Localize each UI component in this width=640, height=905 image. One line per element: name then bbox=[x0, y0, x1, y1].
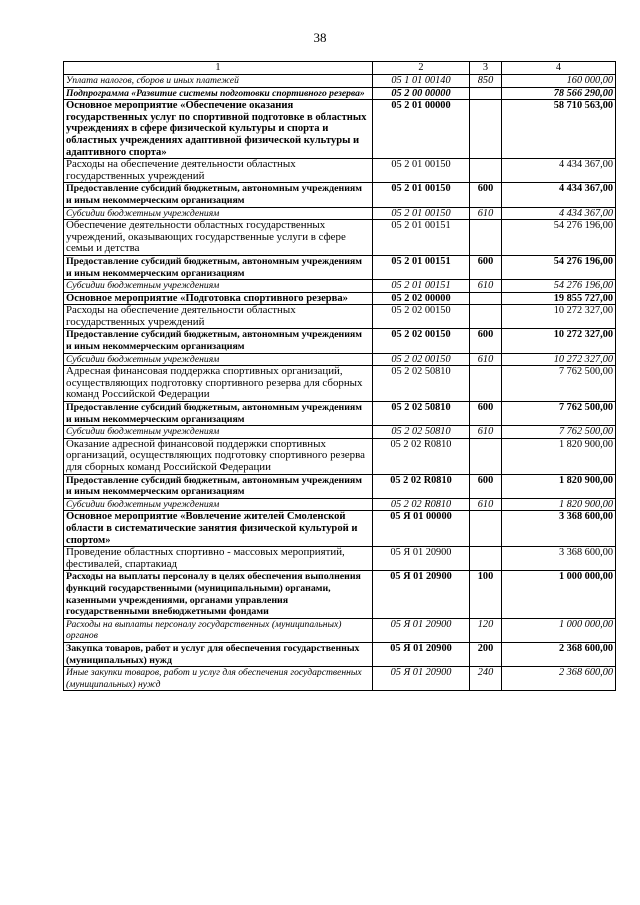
row-expense-type-cell: 120 bbox=[470, 618, 502, 642]
row-sum-cell: 3 368 600,00 bbox=[502, 547, 616, 571]
row-expense-type-cell: 600 bbox=[470, 329, 502, 353]
column-header-sum: 4 bbox=[502, 62, 616, 75]
table-row bbox=[64, 75, 616, 88]
table-row bbox=[64, 87, 616, 100]
row-sum-cell: 2 368 600,00 bbox=[502, 642, 616, 666]
row-sum-cell: 10 272 327,00 bbox=[502, 329, 616, 353]
row-name-cell: Предоставление субсидий бюджетным, автономным учреждениям и иным некоммерческим организациям bbox=[64, 183, 373, 207]
row-name-cell: Закупка товаров, работ и услуг для обеспечения государственных (муниципальных) нужд bbox=[64, 642, 373, 666]
row-code-cell: 05 2 02 00000 bbox=[373, 292, 470, 305]
table-row bbox=[64, 220, 616, 256]
table-row bbox=[64, 329, 616, 353]
table-row bbox=[64, 402, 616, 426]
table-row bbox=[64, 100, 616, 159]
row-code-cell: 05 2 01 00151 bbox=[373, 280, 470, 293]
row-expense-type-cell: 610 bbox=[470, 426, 502, 439]
row-expense-type-cell: 610 bbox=[470, 207, 502, 220]
row-code-cell: 05 2 01 00151 bbox=[373, 255, 470, 279]
row-expense-type-cell: 200 bbox=[470, 642, 502, 666]
table-row bbox=[64, 353, 616, 366]
row-sum-cell: 58 710 563,00 bbox=[502, 100, 616, 159]
row-expense-type-cell bbox=[470, 292, 502, 305]
row-expense-type-cell: 850 bbox=[470, 75, 502, 88]
row-expense-type-cell: 600 bbox=[470, 402, 502, 426]
row-name-cell: Адресная финансовая поддержка спортивных организаций, осуществляющих подготовку спортивного резерва для сборных команд Российской Федерации bbox=[64, 366, 373, 402]
row-expense-type-cell bbox=[470, 100, 502, 159]
row-code-cell: 05 2 02 R0810 bbox=[373, 438, 470, 474]
row-expense-type-cell: 610 bbox=[470, 498, 502, 511]
row-sum-cell: 3 368 600,00 bbox=[502, 511, 616, 547]
row-sum-cell: 10 272 327,00 bbox=[502, 305, 616, 329]
row-code-cell: 05 2 01 00150 bbox=[373, 207, 470, 220]
row-expense-type-cell: 240 bbox=[470, 667, 502, 691]
row-code-cell: 05 2 02 00150 bbox=[373, 329, 470, 353]
table-row bbox=[64, 667, 616, 691]
table-row bbox=[64, 183, 616, 207]
table-row bbox=[64, 292, 616, 305]
row-name-cell: Субсидии бюджетным учреждениям bbox=[64, 207, 373, 220]
row-name-cell: Субсидии бюджетным учреждениям bbox=[64, 280, 373, 293]
row-sum-cell: 10 272 327,00 bbox=[502, 353, 616, 366]
row-code-cell: 05 2 01 00000 bbox=[373, 100, 470, 159]
row-name-cell: Расходы на обеспечение деятельности областных государственных учреждений bbox=[64, 305, 373, 329]
row-sum-cell: 2 368 600,00 bbox=[502, 667, 616, 691]
row-code-cell: 05 Я 01 20900 bbox=[373, 667, 470, 691]
column-header-expense-type: 3 bbox=[470, 62, 502, 75]
row-expense-type-cell: 610 bbox=[470, 280, 502, 293]
row-expense-type-cell bbox=[470, 438, 502, 474]
row-name-cell: Субсидии бюджетным учреждениям bbox=[64, 353, 373, 366]
row-expense-type-cell bbox=[470, 511, 502, 547]
row-name-cell: Предоставление субсидий бюджетным, автономным учреждениям и иным некоммерческим организациям bbox=[64, 329, 373, 353]
row-sum-cell: 78 566 290,00 bbox=[502, 87, 616, 100]
column-number-row bbox=[64, 62, 616, 75]
row-name-cell: Основное мероприятие «Обеспечение оказания государственных услуг по спортивной подготовке в областных учреждениях в сфере физической культуры и спорта и областных учреждениях адаптивной физической культуры и адаптивного спорта» bbox=[64, 100, 373, 159]
row-name-cell: Предоставление субсидий бюджетным, автономным учреждениям и иным некоммерческим организациям bbox=[64, 402, 373, 426]
row-sum-cell: 54 276 196,00 bbox=[502, 255, 616, 279]
row-name-cell: Уплата налогов, сборов и иных платежей bbox=[64, 75, 373, 88]
row-expense-type-cell bbox=[470, 305, 502, 329]
table-row bbox=[64, 618, 616, 642]
table-row bbox=[64, 159, 616, 183]
row-code-cell: 05 1 01 00140 bbox=[373, 75, 470, 88]
table-row bbox=[64, 255, 616, 279]
row-name-cell: Оказание адресной финансовой поддержки спортивных организаций, осуществляющих подготовку спортивного резерва для сборных команд Российской Федерации bbox=[64, 438, 373, 474]
row-code-cell: 05 2 02 R0810 bbox=[373, 498, 470, 511]
row-expense-type-cell bbox=[470, 159, 502, 183]
row-sum-cell: 54 276 196,00 bbox=[502, 220, 616, 256]
table-row bbox=[64, 305, 616, 329]
row-code-cell: 05 Я 01 00000 bbox=[373, 511, 470, 547]
row-name-cell: Расходы на выплаты персоналу в целях обеспечения выполнения функций государственными (муниципальными) органами, казенными учреждениями, органами управления государственными внебюджетными фондами bbox=[64, 571, 373, 618]
row-sum-cell: 19 855 727,00 bbox=[502, 292, 616, 305]
row-sum-cell: 4 434 367,00 bbox=[502, 207, 616, 220]
row-name-cell: Расходы на обеспечение деятельности областных государственных учреждений bbox=[64, 159, 373, 183]
row-expense-type-cell bbox=[470, 547, 502, 571]
row-expense-type-cell bbox=[470, 220, 502, 256]
row-sum-cell: 1 000 000,00 bbox=[502, 571, 616, 618]
column-header-name: 1 bbox=[64, 62, 373, 75]
column-header-code: 2 bbox=[373, 62, 470, 75]
row-code-cell: 05 2 00 00000 bbox=[373, 87, 470, 100]
page-number: 38 bbox=[313, 30, 327, 45]
row-code-cell: 05 Я 01 20900 bbox=[373, 618, 470, 642]
row-sum-cell: 7 762 500,00 bbox=[502, 426, 616, 439]
row-sum-cell: 1 820 900,00 bbox=[502, 498, 616, 511]
row-expense-type-cell: 610 bbox=[470, 353, 502, 366]
row-name-cell: Обеспечение деятельности областных государственных учреждений, оказывающих государственные услуги в сфере семьи и детства bbox=[64, 220, 373, 256]
row-expense-type-cell: 600 bbox=[470, 255, 502, 279]
row-name-cell: Субсидии бюджетным учреждениям bbox=[64, 498, 373, 511]
row-code-cell: 05 2 01 00150 bbox=[373, 183, 470, 207]
row-expense-type-cell bbox=[470, 87, 502, 100]
row-sum-cell: 4 434 367,00 bbox=[502, 159, 616, 183]
row-code-cell: 05 2 02 50810 bbox=[373, 366, 470, 402]
row-name-cell: Основное мероприятие «Вовлечение жителей Смоленской области в систематические занятия физической культурой и спортом» bbox=[64, 511, 373, 547]
table-row bbox=[64, 571, 616, 618]
row-code-cell: 05 2 01 00150 bbox=[373, 159, 470, 183]
row-code-cell: 05 Я 01 20900 bbox=[373, 642, 470, 666]
table-row bbox=[64, 280, 616, 293]
row-code-cell: 05 2 02 00150 bbox=[373, 305, 470, 329]
row-expense-type-cell: 600 bbox=[470, 183, 502, 207]
row-code-cell: 05 2 02 50810 bbox=[373, 402, 470, 426]
row-name-cell: Расходы на выплаты персоналу государственных (муниципальных) органов bbox=[64, 618, 373, 642]
row-sum-cell: 160 000,00 bbox=[502, 75, 616, 88]
table-row bbox=[64, 366, 616, 402]
row-code-cell: 05 Я 01 20900 bbox=[373, 547, 470, 571]
row-sum-cell: 1 820 900,00 bbox=[502, 474, 616, 498]
row-expense-type-cell bbox=[470, 366, 502, 402]
row-sum-cell: 7 762 500,00 bbox=[502, 366, 616, 402]
table-row bbox=[64, 511, 616, 547]
row-sum-cell: 54 276 196,00 bbox=[502, 280, 616, 293]
row-name-cell: Проведение областных спортивно - массовых мероприятий, фестивалей, спартакиад bbox=[64, 547, 373, 571]
row-name-cell: Основное мероприятие «Подготовка спортивного резерва» bbox=[64, 292, 373, 305]
row-sum-cell: 7 762 500,00 bbox=[502, 402, 616, 426]
table-body bbox=[64, 75, 616, 691]
table-row bbox=[64, 547, 616, 571]
row-code-cell: 05 2 01 00151 bbox=[373, 220, 470, 256]
row-name-cell: Предоставление субсидий бюджетным, автономным учреждениям и иным некоммерческим организациям bbox=[64, 255, 373, 279]
table-row bbox=[64, 474, 616, 498]
row-expense-type-cell: 600 bbox=[470, 474, 502, 498]
row-code-cell: 05 2 02 00150 bbox=[373, 353, 470, 366]
table-row bbox=[64, 498, 616, 511]
table-row bbox=[64, 642, 616, 666]
row-code-cell: 05 Я 01 20900 bbox=[373, 571, 470, 618]
row-expense-type-cell: 100 bbox=[470, 571, 502, 618]
table-row bbox=[64, 426, 616, 439]
row-name-cell: Подпрограмма «Развитие системы подготовки спортивного резерва» bbox=[64, 87, 373, 100]
row-code-cell: 05 2 02 R0810 bbox=[373, 474, 470, 498]
row-code-cell: 05 2 02 50810 bbox=[373, 426, 470, 439]
row-sum-cell: 4 434 367,00 bbox=[502, 183, 616, 207]
table-row bbox=[64, 438, 616, 474]
row-sum-cell: 1 000 000,00 bbox=[502, 618, 616, 642]
row-name-cell: Иные закупки товаров, работ и услуг для обеспечения государственных (муниципальных) нужд bbox=[64, 667, 373, 691]
row-sum-cell: 1 820 900,00 bbox=[502, 438, 616, 474]
row-name-cell: Предоставление субсидий бюджетным, автономным учреждениям и иным некоммерческим организациям bbox=[64, 474, 373, 498]
budget-table bbox=[63, 61, 616, 691]
table-row bbox=[64, 207, 616, 220]
row-name-cell: Субсидии бюджетным учреждениям bbox=[64, 426, 373, 439]
